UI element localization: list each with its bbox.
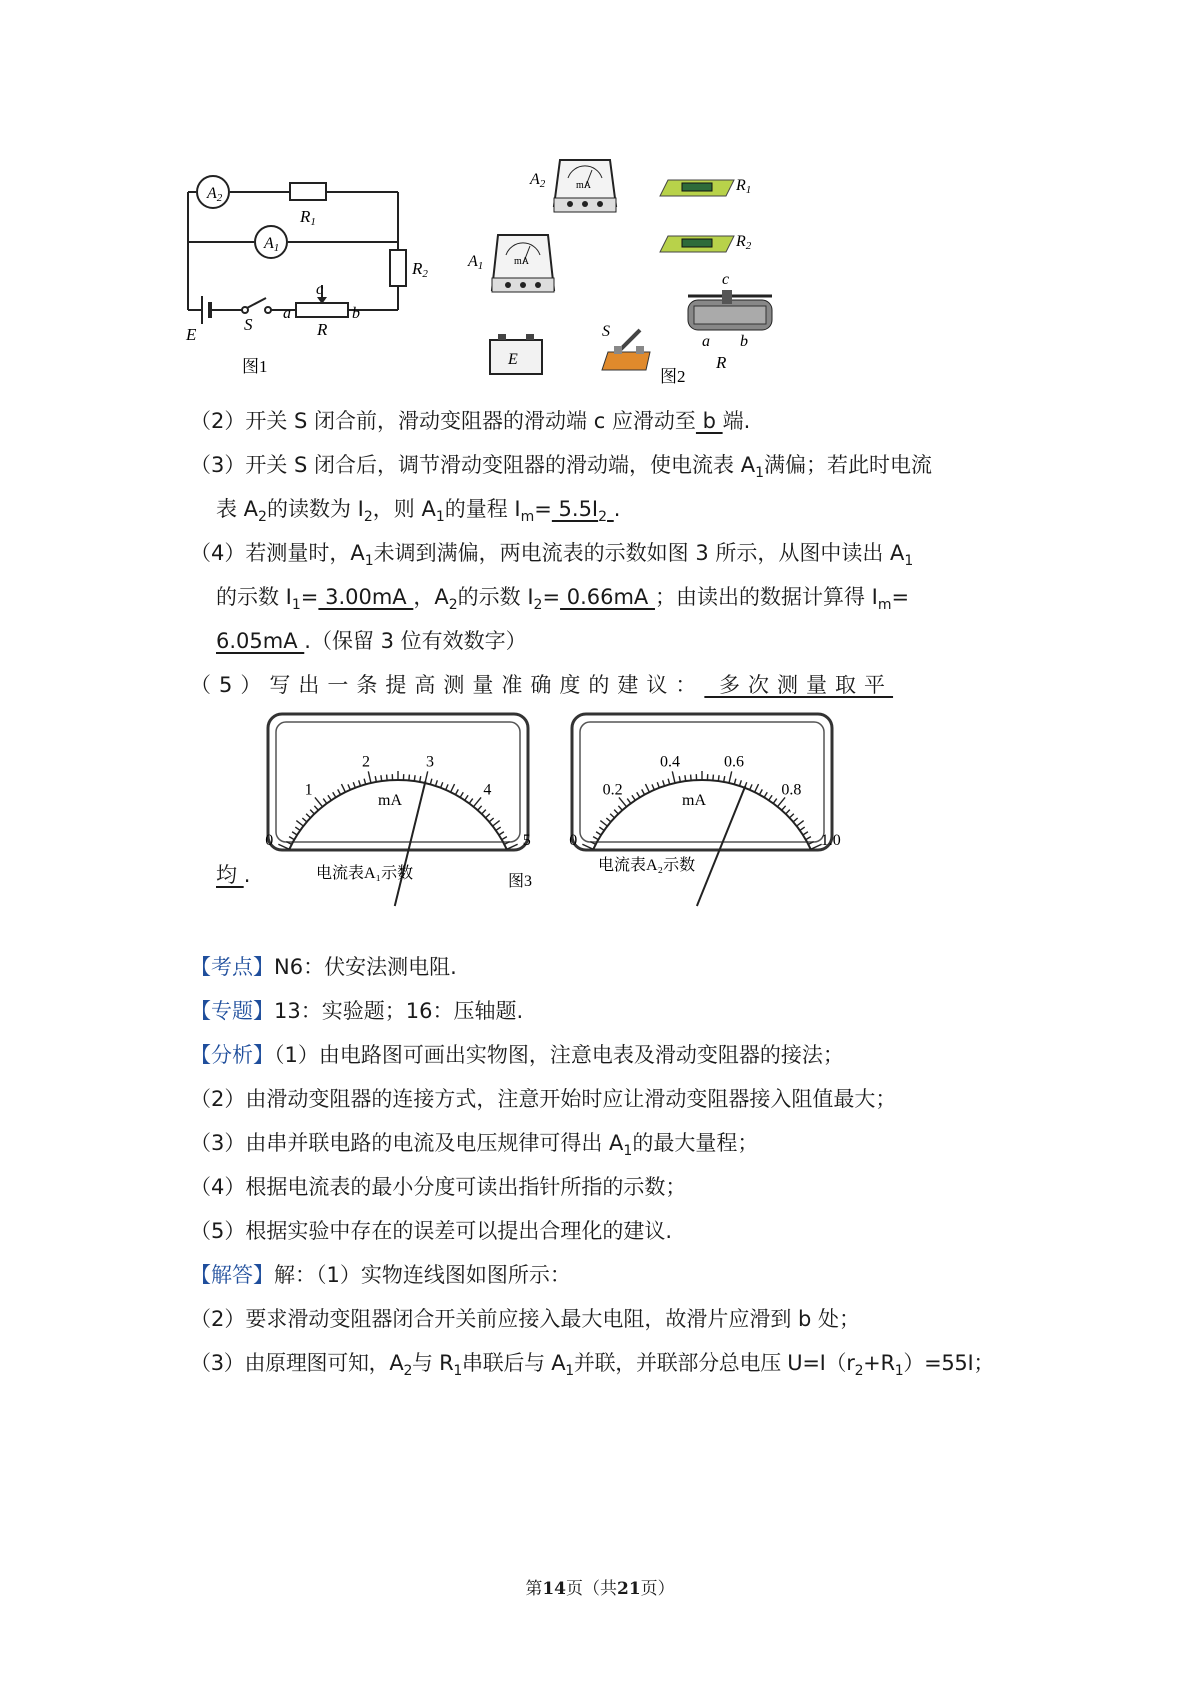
meter-a2-tick-label: 0.2 bbox=[602, 781, 623, 799]
q5-answer-cont: 均 bbox=[216, 863, 244, 887]
fig1-s-label: S bbox=[244, 315, 253, 334]
meter-a1-tick-label: 0 bbox=[265, 831, 274, 849]
fig2-switch bbox=[602, 323, 650, 370]
meter-a2-tick bbox=[713, 775, 714, 781]
meter-a2-tick-label: 0.6 bbox=[723, 753, 744, 771]
svg-text:A2: A2 bbox=[207, 185, 223, 204]
fenxi-line5: （5）根据实验中存在的误差可以提出合理化的建议. bbox=[190, 1219, 673, 1243]
jieda-tag: 【解答】 bbox=[190, 1263, 274, 1287]
meter-a1-tick-label: 1 bbox=[304, 781, 313, 799]
svg-text:c: c bbox=[722, 271, 730, 288]
fig2-rheostat bbox=[688, 271, 772, 372]
kaodian-tag: 【考点】 bbox=[190, 955, 274, 979]
page-number: 14 bbox=[542, 1579, 566, 1599]
fig3-caption: 图3 bbox=[508, 873, 533, 890]
q2-answer: b bbox=[695, 409, 723, 433]
meter-a2 bbox=[569, 714, 840, 906]
q5-answer: 多次测量取平 bbox=[704, 673, 894, 697]
meter-a2-tick-label: 0.4 bbox=[660, 753, 681, 771]
svg-text:b: b bbox=[740, 333, 748, 350]
meter-a1-tick bbox=[387, 775, 388, 781]
fig1-r1-label: R bbox=[300, 207, 311, 226]
svg-text:A1: A1 bbox=[468, 253, 484, 272]
kaodian-line: 【考点】N6：伏安法测电阻. bbox=[190, 955, 457, 979]
svg-text:R1: R1 bbox=[300, 207, 316, 228]
q4-answer-i2: 0.66mA bbox=[560, 585, 655, 609]
fig1-caption: 图1 bbox=[242, 357, 268, 376]
fig1-a-label: a bbox=[283, 305, 291, 322]
figure1-circuit bbox=[180, 170, 440, 380]
svg-text:R2: R2 bbox=[412, 259, 428, 280]
q4-answer-im: 6.05mA bbox=[216, 629, 305, 653]
svg-text:S: S bbox=[602, 323, 610, 340]
fig2-battery bbox=[490, 334, 542, 374]
meter-a1-tick bbox=[409, 775, 410, 781]
figure2-components bbox=[468, 140, 850, 420]
svg-text:R: R bbox=[716, 353, 727, 372]
fenxi-line3: （3）由串并联电路的电流及电压规律可得出 $A_1$的最大量程； bbox=[190, 1131, 759, 1160]
fenxi-line4: （4）根据电流表的最小分度可读出指针所指的示数； bbox=[190, 1175, 687, 1199]
meter-a2-tick bbox=[691, 775, 692, 781]
svg-text:a: a bbox=[702, 333, 710, 350]
fig1-r2-label: R bbox=[412, 259, 423, 278]
q5-line1: （5）写出一条提高测量准确度的建议： 多次测量取平 bbox=[190, 673, 894, 697]
fig2-ammeter-a2 bbox=[529, 160, 616, 212]
meter-a1-tick-label: 5 bbox=[522, 831, 531, 849]
jieda-line2: （2）要求滑动变阻器闭合开关前应接入最大电阻，故滑片应滑到 b 处； bbox=[190, 1307, 861, 1331]
fenxi-tag: 【分析】 bbox=[190, 1043, 274, 1067]
svg-text:R1: R1 bbox=[736, 177, 752, 196]
fig1-r-label: R bbox=[317, 320, 328, 339]
svg-text:R2: R2 bbox=[736, 233, 752, 252]
svg-text:E: E bbox=[508, 351, 518, 368]
fenxi-line1: 【分析】（1）由电路图可画出实物图，注意电表及滑动变阻器的接法； bbox=[190, 1043, 844, 1067]
meter-a1-caption: 电流表A₁示数 bbox=[316, 865, 414, 882]
meter-a1-tick-label: 3 bbox=[425, 753, 434, 771]
fig1-c-label: c bbox=[316, 281, 324, 298]
zhuanti-line: 【专题】13：实验题；16：压轴题. bbox=[190, 999, 524, 1023]
q3-line2: 表 $A_2$的读数为 $I_2$，则 $A_1$的量程 $I_m= 5.5I_2$ . bbox=[216, 497, 621, 526]
q3-line1: （3）开关 S 闭合后，调节滑动变阻器的滑动端，使电流表 $A_1$满偏；若此时电流 bbox=[190, 453, 933, 482]
q4-line1: （4）若测量时，$A_1$未调到满偏，两电流表的示数如图 3 所示，从图中读出 $A_1$ bbox=[190, 541, 914, 570]
figure3-meters bbox=[260, 710, 900, 900]
fig2-caption: 图2 bbox=[660, 367, 686, 386]
meter-a2-tick-label: 1.0 bbox=[820, 831, 841, 849]
q4-line2: 的示数 $I_1= 3.00mA$ ，$A_2$的示数 $I_2= 0.66mA$ ；由读出的数据计算得 $I_m=$ bbox=[216, 585, 910, 614]
q4-answer-i1: 3.00mA bbox=[318, 585, 414, 609]
svg-text:mA: mA bbox=[514, 256, 529, 267]
meter-a1-tick-label: 4 bbox=[483, 781, 492, 799]
fig2-resistor-r2 bbox=[660, 233, 752, 252]
meter-a1-tick bbox=[414, 775, 415, 781]
fig2-resistor-r1 bbox=[660, 177, 751, 196]
meter-a1-unit: mA bbox=[378, 792, 402, 809]
svg-text:A1: A1 bbox=[264, 235, 280, 254]
jieda-line3: （3）由原理图可知，$A_2$与 $R_1$串联后与 $A_1$并联，并联部分总电压 $U=I(r_2+R_1)=55I$； bbox=[190, 1351, 995, 1380]
q2-line: （2）开关 S 闭合前，滑动变阻器的滑动端 c 应滑动至 b 端. bbox=[190, 409, 751, 433]
svg-text:A2: A2 bbox=[530, 171, 546, 190]
meter-a2-tick bbox=[718, 775, 719, 781]
meter-a2-caption: 电流表A₂示数 bbox=[598, 857, 696, 874]
zhuanti-tag: 【专题】 bbox=[190, 999, 274, 1023]
fig1-b-label: b bbox=[352, 305, 360, 322]
page-footer: 第14页（共21页） bbox=[525, 1579, 675, 1599]
q5-line2: 均 . bbox=[216, 863, 251, 887]
meter-a2-tick-label: 0.8 bbox=[781, 781, 802, 799]
jieda-line1: 【解答】解：（1）实物连线图如图所示： bbox=[190, 1263, 571, 1287]
meter-a2-tick-label: 0 bbox=[569, 831, 578, 849]
q4-line3: 6.05mA .（保留 3 位有效数字） bbox=[216, 629, 527, 653]
meter-a1-tick bbox=[381, 775, 382, 781]
svg-text:mA: mA bbox=[576, 180, 591, 191]
q3-answer: $5.5I_2$ bbox=[551, 497, 608, 526]
fig2-ammeter-a1 bbox=[467, 235, 554, 292]
meter-a2-tick bbox=[685, 775, 686, 781]
fig1-a1-label: A bbox=[264, 235, 274, 252]
meter-a1-tick-label: 2 bbox=[362, 753, 371, 771]
meter-a2-unit: mA bbox=[682, 792, 706, 809]
fenxi-line2: （2）由滑动变阻器的连接方式，注意开始时应让滑动变阻器接入阻值最大； bbox=[190, 1087, 897, 1111]
fig1-a2-label: A bbox=[207, 185, 217, 202]
page-total: 21 bbox=[617, 1579, 641, 1599]
fig1-e-label: E bbox=[186, 325, 197, 344]
